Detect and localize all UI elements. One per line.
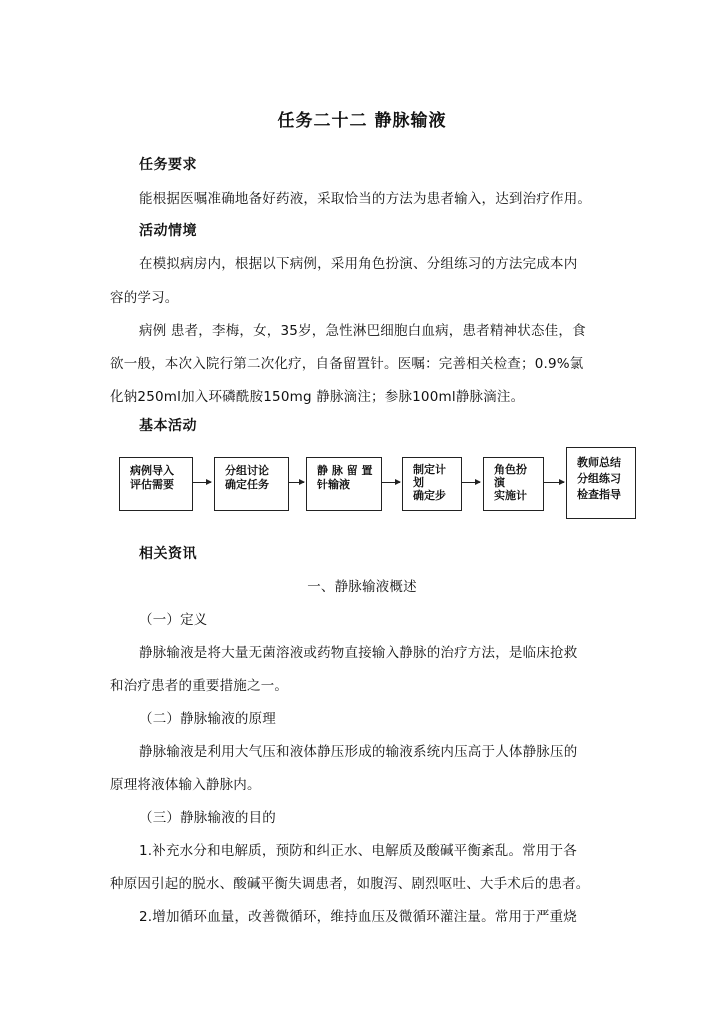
flow-step-2-l2: 确定任务 <box>225 478 269 491</box>
flow-step-6-l1: 教师总结 <box>577 456 621 469</box>
heading-scenario: 活动情境 <box>139 223 197 239</box>
flow-arrow-4 <box>462 482 480 483</box>
principle-line1: 静脉输液是利用大气压和液体静压形成的输液系统内压高于人体静脉压的 <box>139 744 578 760</box>
flow-step-3 <box>306 457 382 511</box>
flow-arrow-5 <box>544 482 564 483</box>
def-line2: 和治疗患者的重要措施之一。 <box>110 678 289 694</box>
purpose-line3: 2.增加循环血量，改善微循环，维持血压及微循环灌注量。常用于严重烧 <box>139 909 577 925</box>
def-line1: 静脉输液是将大量无菌溶液或药物直接输入静脉的治疗方法，是临床抢救 <box>139 645 578 661</box>
heading-info: 相关资讯 <box>139 546 197 562</box>
page-title: 任务二十二 静脉输液 <box>277 111 447 131</box>
info-subtitle: 一、静脉输液概述 <box>307 579 417 595</box>
purpose-heading: （三）静脉输液的目的 <box>139 810 276 826</box>
principle-line2: 原理将液体输入静脉内。 <box>110 777 261 793</box>
flow-step-1-l2: 评估需要 <box>130 478 174 491</box>
scenario-p2-line3: 化钠250ml加入环磷酰胺150mg 静脉滴注；参脉100ml静脉滴注。 <box>110 389 525 405</box>
flow-step-3-l1: 静 脉 留 置 <box>317 464 373 477</box>
scenario-p2-line2: 欲一般，本次入院行第二次化疗，自备留置针。医嘱：完善相关检查；0.9%氯 <box>110 356 584 372</box>
flow-step-6 <box>566 447 636 519</box>
flow-step-1-l1: 病例导入 <box>130 464 174 477</box>
flow-arrow-1 <box>193 482 211 483</box>
purpose-line1: 1.补充水分和电解质，预防和纠正水、电解质及酸碱平衡紊乱。常用于各 <box>139 843 577 859</box>
flow-step-5-l2: 演 <box>494 476 505 489</box>
def-heading: （一）定义 <box>139 612 208 628</box>
flow-step-5-l1: 角色扮 <box>494 463 527 476</box>
flow-step-3-l2: 针输液 <box>317 478 350 491</box>
scenario-p1-line1: 在模拟病房内，根据以下病例，采用角色扮演、分组练习的方法完成本内 <box>139 256 578 272</box>
flow-step-2 <box>214 457 289 511</box>
flow-step-1 <box>119 457 193 511</box>
flow-step-4-l2: 划 <box>413 476 424 489</box>
flow-step-4 <box>402 457 462 511</box>
flow-step-4-l1: 制定计 <box>413 463 446 476</box>
flow-step-6-l2: 分组练习 <box>577 472 621 485</box>
principle-heading: （二）静脉输液的原理 <box>139 711 276 727</box>
flow-step-5 <box>483 457 544 511</box>
flow-step-4-l3: 确定步 <box>413 489 446 502</box>
flow-arrow-2 <box>289 482 304 483</box>
scenario-p2-line1: 病例 患者，李梅，女，35岁，急性淋巴细胞白血病，患者精神状态佳，食 <box>139 323 586 339</box>
heading-activities: 基本活动 <box>139 418 197 434</box>
purpose-line2: 种原因引起的脱水、酸碱平衡失调患者，如腹泻、剧烈呕吐、大手术后的患者。 <box>110 876 590 892</box>
heading-requirements: 任务要求 <box>139 157 197 173</box>
flow-step-2-l1: 分组讨论 <box>225 464 269 477</box>
flow-step-6-l3: 检查指导 <box>577 488 621 501</box>
flow-step-5-l3: 实施计 <box>494 489 527 502</box>
requirements-text: 能根据医嘱准确地备好药液，采取恰当的方法为患者输入，达到治疗作用。 <box>139 191 592 207</box>
flow-arrow-3 <box>382 482 400 483</box>
scenario-p1-line2: 容的学习。 <box>110 290 179 306</box>
